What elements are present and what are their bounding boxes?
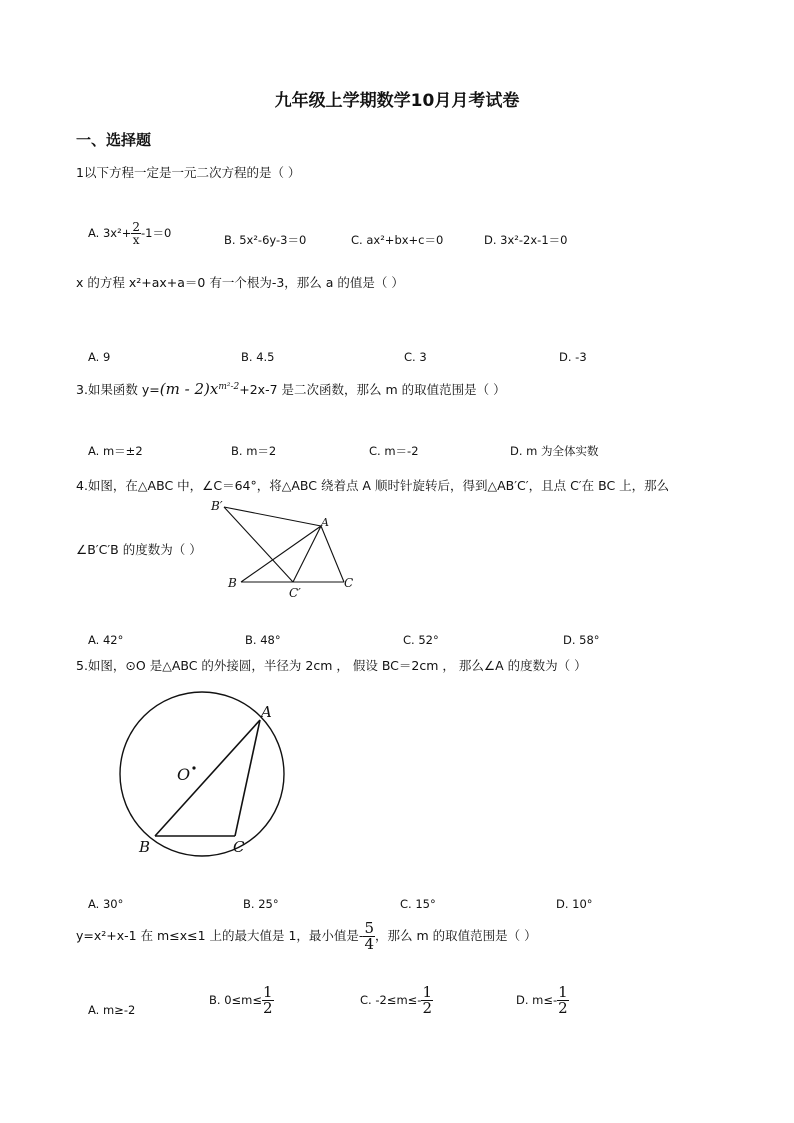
question-6-option-d <box>516 985 569 1016</box>
function-variable: x <box>209 380 219 398</box>
option-a-suffix: -1＝0 <box>141 226 172 240</box>
question-4-stem: 4.如图，在△ABC 中，∠C＝64°，将△ABC 绕着点 A 顺时针旋转后，得到△AB′C′，且点 C′在 BC 上，那么 <box>76 478 670 493</box>
fraction-one-half <box>421 985 433 1016</box>
center-point <box>192 766 195 769</box>
fraction-one-half <box>262 985 274 1016</box>
label-c: C <box>344 576 354 590</box>
label-o: O <box>177 765 191 784</box>
function-exponent: m²-2 <box>218 381 240 392</box>
label-b: B <box>139 838 151 856</box>
question-5-option-a: A. 30° <box>88 897 124 911</box>
question-3-prefix: 3.如果函数 y= <box>76 382 160 397</box>
question-1-stem: 1以下方程一定是一元二次方程的是（ ） <box>76 165 301 180</box>
fraction-one-half <box>557 985 569 1016</box>
fraction-numerator: 1 <box>558 983 568 1001</box>
question-4-option-a: A. 42° <box>88 633 124 647</box>
question-5-option-b: B. 25° <box>243 897 279 911</box>
option-a-prefix: A. 3x²+ <box>88 226 132 240</box>
question-3-option-a: A. m＝±2 <box>88 444 143 458</box>
segment-c-a <box>235 720 260 836</box>
label-b: B <box>228 576 237 590</box>
question-3-option-b: B. m＝2 <box>231 444 277 458</box>
question-2-option-b: B. 4.5 <box>241 350 275 364</box>
question-5-option-d: D. 10° <box>556 897 593 911</box>
question-3-option-d: D. m 为全体实数 <box>510 444 599 458</box>
question-2-option-d: D. -3 <box>559 350 587 364</box>
question-6-stem <box>76 921 537 952</box>
label-bprime: B′ <box>211 499 223 513</box>
option-b-prefix: B. 0≤m≤ <box>209 993 262 1007</box>
question-4-triangle-figure <box>205 496 370 604</box>
question-6-option-c <box>360 985 433 1016</box>
fraction-numerator: 1 <box>263 983 273 1001</box>
question-1-option-c: C. ax²+bx+c＝0 <box>351 233 444 247</box>
segment-cprime-a <box>293 526 321 582</box>
question-5-option-c: C. 15° <box>400 897 436 911</box>
question-3-suffix: +2x-7 是二次函数，那么 m 的取值范围是（ ） <box>239 382 506 397</box>
question-6-option-a: A. m≥-2 <box>88 1003 136 1017</box>
segment-b-a <box>241 526 321 582</box>
question-5-circle-figure <box>105 680 295 860</box>
fraction-denominator: 2 <box>558 999 568 1017</box>
label-a: A <box>261 703 272 721</box>
question-4-option-b: B. 48° <box>245 633 281 647</box>
segment-b-a <box>155 720 260 836</box>
question-5-stem: 5.如图，⊙O 是△ABC 的外接圆，半径为 2cm ， 假设 BC＝2cm ， 那么∠A 的度数为（ ） <box>76 658 587 673</box>
section-heading: 一、选择题 <box>76 131 152 149</box>
label-cprime: C′ <box>289 586 301 600</box>
question-4-option-c: C. 52° <box>403 633 439 647</box>
question-4-option-d: D. 58° <box>563 633 600 647</box>
question-2-stem: x 的方程 x²+ax+a＝0 有一个根为-3，那么 a 的值是（ ） <box>76 275 404 290</box>
question-1-option-d: D. 3x²-2x-1＝0 <box>484 233 568 247</box>
fraction-denominator: 2 <box>263 999 273 1017</box>
circumcircle <box>120 692 284 856</box>
question-6-suffix: ，那么 m 的取值范围是（ ） <box>375 928 537 943</box>
option-c-prefix: C. -2≤m≤- <box>360 993 422 1007</box>
fraction-numerator: 5 <box>364 919 374 937</box>
fraction-denominator: 4 <box>364 935 374 953</box>
label-a: A <box>321 516 329 529</box>
question-2-option-c: C. 3 <box>404 350 427 364</box>
fraction-denominator: 2 <box>422 999 432 1017</box>
question-3-option-c: C. m＝-2 <box>369 444 419 458</box>
fraction-2-over-x <box>131 221 141 246</box>
question-4-stem-line2: ∠B′C′B 的度数为（ ） <box>76 542 202 557</box>
question-1-option-a <box>88 221 171 246</box>
segment-c-a <box>321 526 344 582</box>
page-title: 九年级上学期数学10月月考试卷 <box>274 91 520 111</box>
question-6-option-b <box>209 985 274 1016</box>
question-3-stem <box>76 380 506 398</box>
function-coefficient: (m - 2) <box>159 380 210 398</box>
label-c: C <box>233 838 245 856</box>
fraction-numerator: 1 <box>422 983 432 1001</box>
question-6-prefix: y=x²+x-1 在 m≤x≤1 上的最大值是 1，最小值是- <box>76 928 364 943</box>
fraction-denominator: x <box>132 233 140 247</box>
fraction-5-over-4 <box>363 921 375 952</box>
question-2-option-a: A. 9 <box>88 350 111 364</box>
option-d-prefix: D. m≤- <box>516 993 558 1007</box>
fraction-numerator: 2 <box>132 220 140 234</box>
question-1-option-b: B. 5x²-6y-3＝0 <box>224 233 307 247</box>
